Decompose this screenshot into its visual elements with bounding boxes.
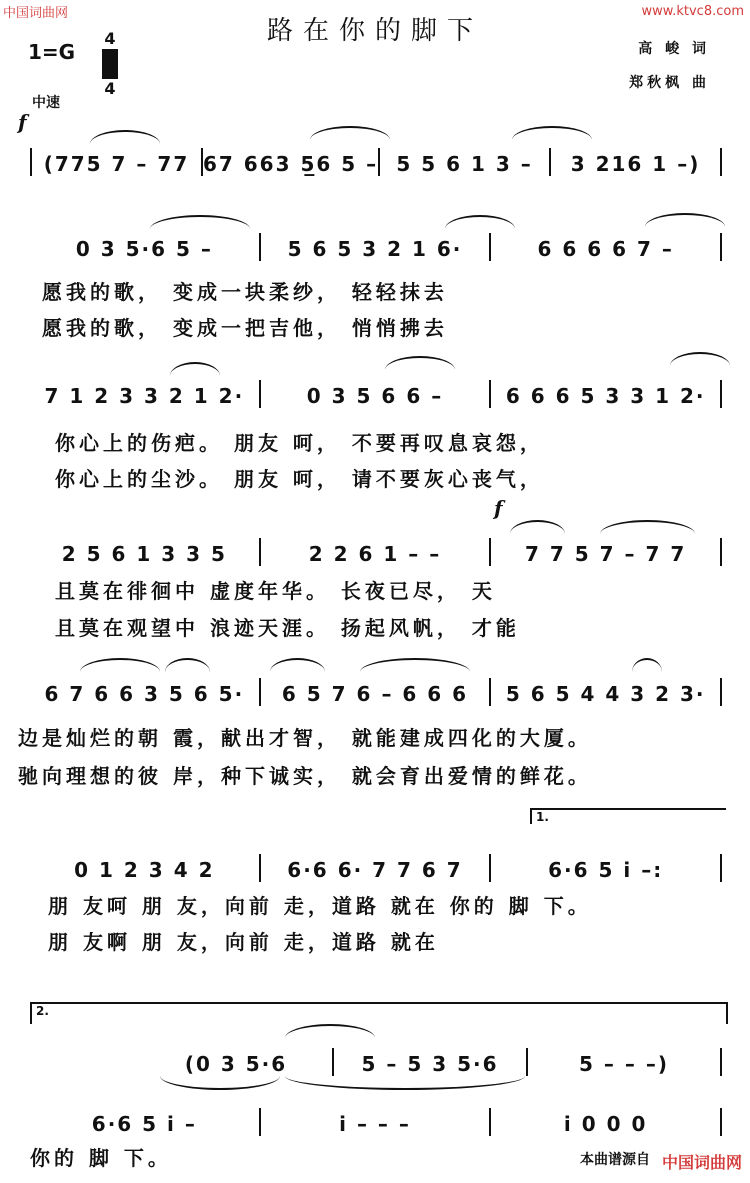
measure: 2 5 6 1 3 3 5 xyxy=(61,542,227,566)
measure: 5 – 5 3 5·6 xyxy=(361,1052,499,1076)
slur xyxy=(170,362,220,376)
site-watermark-right: www.ktvc8.com xyxy=(641,4,744,19)
slur xyxy=(285,1024,375,1038)
volta-first-ending: 1. xyxy=(530,808,726,824)
slur xyxy=(165,658,210,672)
slur xyxy=(150,215,250,229)
staff-row-2 xyxy=(0,362,750,412)
measure: 2 2 6 1 – – xyxy=(308,542,442,566)
dynamic-forte: f xyxy=(494,496,503,520)
measure: 3 216 1 –) xyxy=(570,152,701,176)
time-signature xyxy=(102,30,118,98)
slur xyxy=(270,658,325,672)
staff-row-4 xyxy=(0,660,750,710)
footer-site-link[interactable]: 中国词曲网 xyxy=(661,1153,742,1172)
measure: 7 7 5 7 – 7 7 xyxy=(525,542,687,566)
measure: 5 5 6 1 3 – xyxy=(396,152,533,176)
staff-row-intro xyxy=(0,130,750,180)
tempo-marking: 中速 xyxy=(32,95,60,111)
slur xyxy=(360,658,470,672)
measure: 67 663 5̲6 5 – xyxy=(202,152,379,176)
measure: 6·6 6· 7 7 6 7 xyxy=(287,858,463,882)
measure: (0 3 5·6 xyxy=(184,1052,288,1076)
slur xyxy=(310,126,390,140)
slur xyxy=(445,215,515,229)
tie xyxy=(160,1076,280,1090)
measure: 0 1 2 3 4 2 xyxy=(74,858,215,882)
measure: 6 6 6 6 7 – xyxy=(537,237,674,261)
slur xyxy=(632,658,662,672)
volta-second-ending: 2. xyxy=(30,1002,728,1024)
time-bottom: 4 xyxy=(104,79,116,98)
measure: i – – – xyxy=(339,1112,411,1136)
slur xyxy=(510,520,565,534)
site-watermark-left: 中国词曲网 xyxy=(3,6,69,21)
staff-row-6-accompaniment xyxy=(0,1030,750,1080)
staff-row-1 xyxy=(0,215,750,265)
measure: 5 6 5 3 2 1 6· xyxy=(287,237,463,261)
measure: 6 7 6 6 3 5 6 5· xyxy=(44,682,245,706)
slur xyxy=(670,352,730,366)
key-signature: 1=G xyxy=(28,40,76,64)
footer-source-label: 本曲谱源自 xyxy=(580,1152,650,1168)
song-title: 路在你的脚下 xyxy=(266,16,483,46)
measure: 5 – – –) xyxy=(579,1052,669,1076)
slur xyxy=(645,213,725,227)
measure: (775 7 – 77 xyxy=(43,152,190,176)
tie xyxy=(285,1076,525,1090)
staff-row-7 xyxy=(0,1090,750,1140)
slur xyxy=(600,520,695,534)
staff-row-3 xyxy=(0,520,750,570)
slur xyxy=(385,356,455,370)
time-top: 4 xyxy=(104,29,116,48)
measure: 6·6 5 i –: xyxy=(548,858,664,882)
slur xyxy=(90,130,160,144)
measure: 6 6 6 5 3 3 1 2· xyxy=(505,384,706,408)
composer-credit: 郑秋枫 曲 xyxy=(629,75,710,91)
measure: i 0 0 0 xyxy=(563,1112,648,1136)
measure: 7 1 2 3 3 2 1 2· xyxy=(44,384,245,408)
measure: 6 5 7 6 – 6 6 6 xyxy=(281,682,469,706)
measure: 5 6 5 4 4 3 2 3· xyxy=(505,682,706,706)
measure: 6·6 5 i – xyxy=(91,1112,197,1136)
measure: 0 3 5 6 6 – xyxy=(306,384,444,408)
slur xyxy=(80,658,160,672)
lyricist-credit: 高 峻 词 xyxy=(638,41,710,57)
staff-row-5 xyxy=(0,836,750,886)
dynamic-forte: f xyxy=(18,110,27,134)
measure: 0 3 5·6 5 – xyxy=(75,237,213,261)
slur xyxy=(512,126,592,140)
